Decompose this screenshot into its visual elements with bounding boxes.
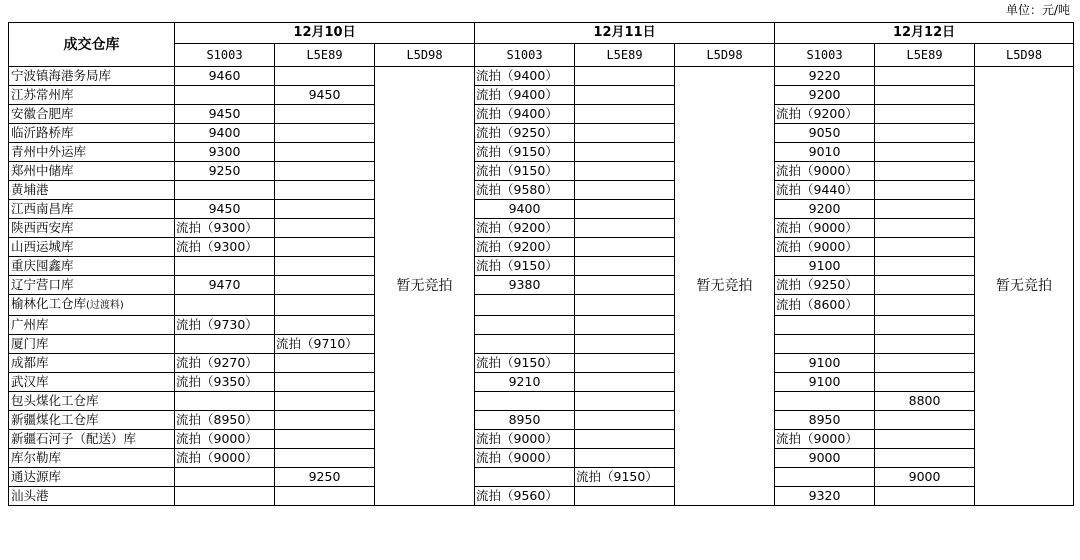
- price-cell: [275, 430, 375, 449]
- warehouse-name-cell: [9, 67, 175, 86]
- price-cell: 流拍（9270）: [175, 354, 275, 373]
- warehouse-name: 库尔勒库: [11, 450, 62, 465]
- table-row: [9, 105, 1074, 124]
- date-header-3: 12月12日: [775, 23, 1074, 44]
- table-row: [9, 468, 1074, 487]
- price-cell: 9400: [175, 124, 275, 143]
- price-cell: [575, 373, 675, 392]
- price-cell: [275, 373, 375, 392]
- price-cell: 流拍（9560）: [475, 487, 575, 506]
- warehouse-name: 江西南昌库: [11, 201, 74, 216]
- warehouse-name-cell: [9, 335, 175, 354]
- table-row: [9, 200, 1074, 219]
- price-cell: [575, 276, 675, 295]
- table-row: [9, 276, 1074, 295]
- date-header-1: 12月10日: [175, 23, 475, 44]
- warehouse-name: 广州库: [11, 317, 49, 332]
- price-cell: [875, 335, 975, 354]
- warehouse-name: 武汉库: [11, 374, 49, 389]
- warehouse-name-cell: [9, 86, 175, 105]
- warehouse-name: 陕西西安库: [11, 220, 74, 235]
- price-cell: [275, 316, 375, 335]
- warehouse-name-cell: [9, 487, 175, 506]
- price-cell: [275, 257, 375, 276]
- price-cell: [275, 276, 375, 295]
- price-cell: 流拍（9250）: [775, 276, 875, 295]
- warehouse-name: 通达源库: [11, 469, 62, 484]
- table-body: [9, 67, 1074, 506]
- table-row: [9, 219, 1074, 238]
- price-cell: [275, 67, 375, 86]
- price-cell: [575, 316, 675, 335]
- price-cell: 流拍（8600）: [775, 295, 875, 316]
- price-cell: [875, 124, 975, 143]
- warehouse-name-cell: [9, 219, 175, 238]
- price-cell: [875, 373, 975, 392]
- price-cell: [275, 392, 375, 411]
- table-row: [9, 354, 1074, 373]
- price-cell: [575, 335, 675, 354]
- table-row: [9, 373, 1074, 392]
- price-cell: [475, 295, 575, 316]
- price-cell: 流拍（9200）: [775, 105, 875, 124]
- price-cell: 流拍（9000）: [775, 162, 875, 181]
- price-cell: [275, 181, 375, 200]
- table-row: [9, 295, 1074, 316]
- warehouse-name: 汕头港: [11, 488, 49, 503]
- table-row: [9, 124, 1074, 143]
- header-date-row: [9, 23, 1074, 44]
- price-cell: [575, 354, 675, 373]
- warehouse-name: 厦门库: [11, 336, 49, 351]
- price-cell: [175, 468, 275, 487]
- price-cell: 9400: [475, 200, 575, 219]
- no-auction-cell: 暂无竞拍: [375, 67, 475, 506]
- warehouse-name: 江苏常州库: [11, 87, 74, 102]
- price-cell: [175, 487, 275, 506]
- price-cell: [175, 181, 275, 200]
- warehouse-name-cell: [9, 316, 175, 335]
- price-cell: 流拍（9730）: [175, 316, 275, 335]
- price-cell: 9450: [175, 200, 275, 219]
- price-cell: [275, 162, 375, 181]
- price-cell: 流拍（9150）: [475, 162, 575, 181]
- price-cell: 流拍（9150）: [475, 354, 575, 373]
- warehouse-name-cell: [9, 105, 175, 124]
- price-cell: [275, 487, 375, 506]
- price-cell: [575, 392, 675, 411]
- price-cell: [475, 316, 575, 335]
- price-cell: [275, 449, 375, 468]
- grade-header: L5E89: [275, 44, 375, 67]
- price-cell: [575, 430, 675, 449]
- price-cell: [775, 316, 875, 335]
- price-cell: [875, 162, 975, 181]
- warehouse-name-cell: [9, 354, 175, 373]
- warehouse-name: 黄埔港: [11, 182, 49, 197]
- price-cell: [275, 354, 375, 373]
- price-cell: [575, 162, 675, 181]
- warehouse-name-cell: [9, 276, 175, 295]
- warehouse-name: 辽宁营口库: [11, 277, 74, 292]
- price-cell: [175, 335, 275, 354]
- price-cell: 流拍（9000）: [475, 449, 575, 468]
- warehouse-name: 安徽合肥库: [11, 106, 74, 121]
- price-cell: 9460: [175, 67, 275, 86]
- warehouse-name-cell: [9, 468, 175, 487]
- table-row: [9, 430, 1074, 449]
- price-cell: 流拍（9200）: [475, 219, 575, 238]
- price-cell: [775, 335, 875, 354]
- price-cell: 流拍（9000）: [775, 430, 875, 449]
- warehouse-name: 临沂路桥库: [11, 125, 74, 140]
- price-cell: [875, 257, 975, 276]
- price-cell: 9450: [175, 105, 275, 124]
- price-cell: [875, 276, 975, 295]
- warehouse-name: 宁波镇海港务局库: [11, 68, 112, 83]
- price-cell: 流拍（9580）: [475, 181, 575, 200]
- warehouse-name-cell: [9, 392, 175, 411]
- price-cell: 流拍（9300）: [175, 219, 275, 238]
- warehouse-name-cell: [9, 143, 175, 162]
- warehouse-name: 成都库: [11, 355, 49, 370]
- table-row: [9, 162, 1074, 181]
- price-cell: 流拍（9400）: [475, 105, 575, 124]
- warehouse-name: 重庆囤鑫库: [11, 258, 74, 273]
- table-row: [9, 143, 1074, 162]
- warehouse-name: 新疆石河子（配送）库: [11, 431, 137, 446]
- no-auction-cell: 暂无竞拍: [975, 67, 1074, 506]
- price-cell: [275, 411, 375, 430]
- unit-label: 单位：元/吨: [1005, 3, 1070, 17]
- price-cell: [875, 354, 975, 373]
- warehouse-name: 新疆煤化工仓库: [11, 412, 99, 427]
- price-cell: 9320: [775, 487, 875, 506]
- price-cell: 流拍（9440）: [775, 181, 875, 200]
- price-cell: 8950: [475, 411, 575, 430]
- price-cell: 流拍（9400）: [475, 86, 575, 105]
- price-cell: [775, 392, 875, 411]
- price-cell: [475, 392, 575, 411]
- price-cell: [575, 124, 675, 143]
- grade-header: L5D98: [675, 44, 775, 67]
- price-cell: 9250: [275, 468, 375, 487]
- price-cell: [875, 430, 975, 449]
- price-cell: [575, 238, 675, 257]
- price-cell: 流拍（9000）: [175, 430, 275, 449]
- price-cell: 9200: [775, 86, 875, 105]
- price-cell: 9380: [475, 276, 575, 295]
- no-auction-cell: 暂无竞拍: [675, 67, 775, 506]
- price-cell: 9100: [775, 373, 875, 392]
- price-cell: 流拍（9350）: [175, 373, 275, 392]
- price-cell: 9010: [775, 143, 875, 162]
- warehouse-name-cell: [9, 200, 175, 219]
- price-cell: [575, 411, 675, 430]
- price-cell: [875, 295, 975, 316]
- price-cell: [175, 257, 275, 276]
- price-cell: 流拍（9000）: [175, 449, 275, 468]
- price-cell: 流拍（9000）: [475, 430, 575, 449]
- price-cell: [875, 181, 975, 200]
- warehouse-name-cell: [9, 181, 175, 200]
- warehouse-name-cell: [9, 373, 175, 392]
- price-cell: 9470: [175, 276, 275, 295]
- price-cell: [575, 86, 675, 105]
- warehouse-column-header: 成交仓库: [9, 23, 175, 67]
- price-cell: [575, 257, 675, 276]
- price-cell: [275, 219, 375, 238]
- grade-header: L5D98: [975, 44, 1074, 67]
- price-cell: 9200: [775, 200, 875, 219]
- price-cell: [575, 181, 675, 200]
- table-row: [9, 392, 1074, 411]
- warehouse-name: 青州中外运库: [11, 144, 87, 159]
- table-row: [9, 449, 1074, 468]
- price-cell: [875, 86, 975, 105]
- price-cell: 9100: [775, 354, 875, 373]
- warehouse-name-cell: [9, 124, 175, 143]
- price-cell: 流拍（9300）: [175, 238, 275, 257]
- price-cell: 流拍（9150）: [475, 143, 575, 162]
- price-cell: [575, 219, 675, 238]
- price-cell: 流拍（9150）: [475, 257, 575, 276]
- price-cell: [475, 468, 575, 487]
- price-cell: 流拍（8950）: [175, 411, 275, 430]
- price-cell: 流拍（9250）: [475, 124, 575, 143]
- price-cell: 流拍（9200）: [475, 238, 575, 257]
- grade-header: S1003: [775, 44, 875, 67]
- price-cell: [575, 449, 675, 468]
- warehouse-name-cell: [9, 238, 175, 257]
- warehouse-name-cell: [9, 411, 175, 430]
- price-cell: 9210: [475, 373, 575, 392]
- price-cell: [575, 487, 675, 506]
- price-cell: [275, 238, 375, 257]
- warehouse-name-cell: [9, 295, 175, 316]
- price-cell: 9220: [775, 67, 875, 86]
- warehouse-name: 郑州中储库: [11, 163, 74, 178]
- price-cell: 流拍（9150）: [575, 468, 675, 487]
- warehouse-name-cell: [9, 430, 175, 449]
- warehouse-name-cell: [9, 257, 175, 276]
- warehouse-name-cell: [9, 449, 175, 468]
- price-cell: [875, 238, 975, 257]
- table-row: [9, 411, 1074, 430]
- grade-header: S1003: [175, 44, 275, 67]
- price-cell: [275, 105, 375, 124]
- price-cell: [875, 67, 975, 86]
- price-cell: [275, 200, 375, 219]
- warehouse-note: (过渡料): [86, 300, 124, 311]
- grade-header: L5D98: [375, 44, 475, 67]
- price-cell: [175, 86, 275, 105]
- price-cell: 8800: [875, 392, 975, 411]
- price-cell: [275, 295, 375, 316]
- warehouse-name-cell: [9, 162, 175, 181]
- price-cell: 8950: [775, 411, 875, 430]
- price-cell: [875, 143, 975, 162]
- price-cell: [175, 295, 275, 316]
- warehouse-name: 包头煤化工仓库: [11, 393, 99, 408]
- table-row: [9, 181, 1074, 200]
- price-cell: 9000: [775, 449, 875, 468]
- price-cell: 流拍（9000）: [775, 219, 875, 238]
- price-cell: [875, 316, 975, 335]
- price-cell: [575, 105, 675, 124]
- table-row: [9, 86, 1074, 105]
- price-cell: 9250: [175, 162, 275, 181]
- price-cell: [575, 200, 675, 219]
- warehouse-name: 山西运城库: [11, 239, 74, 254]
- price-cell: [875, 449, 975, 468]
- price-cell: [475, 335, 575, 354]
- price-cell: [875, 219, 975, 238]
- price-cell: 流拍（9400）: [475, 67, 575, 86]
- table-row: [9, 67, 1074, 86]
- grade-header: S1003: [475, 44, 575, 67]
- price-cell: 流拍（9710）: [275, 335, 375, 354]
- warehouse-name: 榆林化工仓库: [11, 296, 87, 311]
- price-cell: 9000: [875, 468, 975, 487]
- price-cell: 流拍（9000）: [775, 238, 875, 257]
- grade-header: L5E89: [575, 44, 675, 67]
- price-cell: 9450: [275, 86, 375, 105]
- price-cell: [875, 105, 975, 124]
- price-cell: 9300: [175, 143, 275, 162]
- price-cell: [175, 392, 275, 411]
- price-cell: [775, 468, 875, 487]
- price-cell: [575, 295, 675, 316]
- price-cell: [275, 124, 375, 143]
- table-row: [9, 316, 1074, 335]
- price-cell: [275, 143, 375, 162]
- price-cell: 9100: [775, 257, 875, 276]
- auction-results-table: [8, 22, 1074, 506]
- price-cell: [875, 487, 975, 506]
- price-cell: [875, 411, 975, 430]
- price-cell: [875, 200, 975, 219]
- price-cell: [575, 143, 675, 162]
- date-header-2: 12月11日: [475, 23, 775, 44]
- table-row: [9, 335, 1074, 354]
- grade-header: L5E89: [875, 44, 975, 67]
- price-cell: 9050: [775, 124, 875, 143]
- table-row: [9, 487, 1074, 506]
- price-cell: [575, 67, 675, 86]
- table-row: [9, 257, 1074, 276]
- table-row: [9, 238, 1074, 257]
